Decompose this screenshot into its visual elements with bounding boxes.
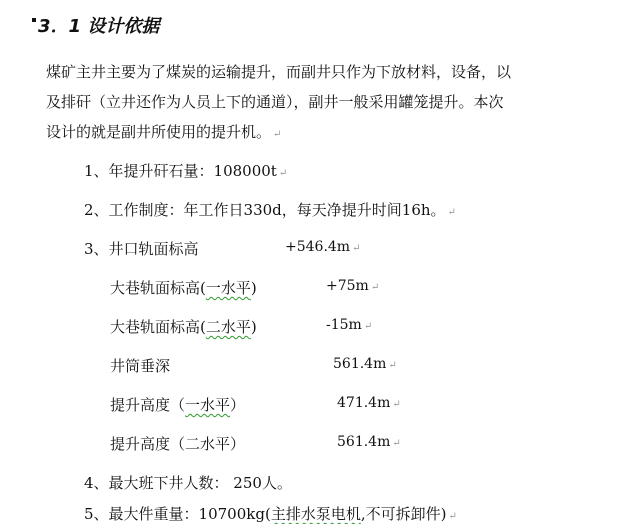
- paragraph-mark-icon: ↵: [448, 511, 457, 522]
- row-main-roadway-level-2-label: [110, 316, 257, 337]
- item-shaft-mouth-value: [285, 239, 360, 255]
- paragraph-mark-icon: ↵: [392, 438, 401, 449]
- paragraph-mark-icon: ↵: [447, 207, 456, 218]
- section-heading: 3．1 设计依据: [38, 16, 160, 37]
- r4-label-a: 提升高度（: [110, 396, 186, 414]
- paragraph-mark-icon: ↵: [278, 168, 288, 179]
- row-main-roadway-level-1-label: [110, 277, 257, 298]
- row-main-roadway-level-2-value: [326, 317, 372, 333]
- r1-label-a: 大巷轨面标高(: [110, 279, 206, 297]
- r1-label-c: ): [250, 279, 257, 297]
- heading-bullet: [32, 18, 36, 22]
- row-hoist-height-level-2-value: [337, 434, 401, 450]
- item-max-part-weight: [84, 503, 457, 524]
- r1-value-text: +75m: [326, 278, 369, 294]
- i5-text-c: ,不可拆卸件): [360, 505, 447, 523]
- item-2-text: 2、工作制度：年工作日330d，每天净提升时间16h。: [84, 201, 446, 219]
- row-main-roadway-level-1-value: [326, 278, 379, 294]
- item-1-text: 1、年提升矸石量：108000t: [84, 162, 277, 180]
- intro-line-3: [46, 117, 566, 147]
- item-3-value-text: +546.4m: [285, 239, 351, 255]
- i5-text-b: 主排水泵电机: [270, 505, 361, 523]
- r2-label-b: 二水平: [205, 318, 251, 336]
- item-annual-waste-rock: [84, 160, 287, 181]
- r1-label-b: 一水平: [205, 279, 251, 297]
- item-work-schedule: [84, 199, 456, 220]
- row-shaft-depth-label: 井筒垂深: [110, 357, 171, 375]
- r4-label-b: 一水平: [185, 396, 231, 414]
- i5-text-a: 5、最大件重量：10700kg(: [84, 505, 271, 523]
- paragraph-mark-icon: ↵: [388, 360, 397, 371]
- intro-line-1: 煤矿主井主要为了煤炭的运输提升，而副井只作为下放材料，设备，以: [46, 63, 512, 81]
- item-shaft-mouth-label: 3、井口轨面标高: [84, 240, 199, 258]
- r2-label-a: 大巷轨面标高(: [110, 318, 206, 336]
- r2-label-c: ): [250, 318, 257, 336]
- intro-line-2: 及排矸（立井还作为人员上下的通道），副井一般采用罐笼提升。本次: [46, 93, 504, 111]
- r5-value-text: 561.4m: [337, 434, 391, 450]
- row-shaft-depth-value: [333, 356, 397, 372]
- row-hoist-height-level-1-value: [337, 395, 401, 411]
- paragraph-mark-icon: ↵: [273, 129, 282, 140]
- paragraph-mark-icon: ↵: [392, 399, 401, 410]
- paragraph-mark-icon: ↵: [363, 321, 373, 332]
- row-hoist-height-level-2-label: 提升高度（二水平）: [110, 435, 246, 453]
- r4-value-text: 471.4m: [337, 395, 391, 411]
- intro-line-3-text: 设计的就是副井所使用的提升机。: [46, 123, 272, 141]
- item-max-shift-personnel: 4、最大班下井人数： 250人。: [84, 474, 292, 492]
- paragraph-mark-icon: ↵: [352, 243, 361, 254]
- r2-value-text: -15m: [326, 317, 362, 333]
- intro-paragraph: [46, 57, 566, 147]
- paragraph-mark-icon: ↵: [370, 282, 380, 293]
- r3-value-text: 561.4m: [333, 356, 387, 372]
- row-hoist-height-level-1-label: [110, 394, 245, 415]
- r4-label-c: ）: [230, 396, 246, 414]
